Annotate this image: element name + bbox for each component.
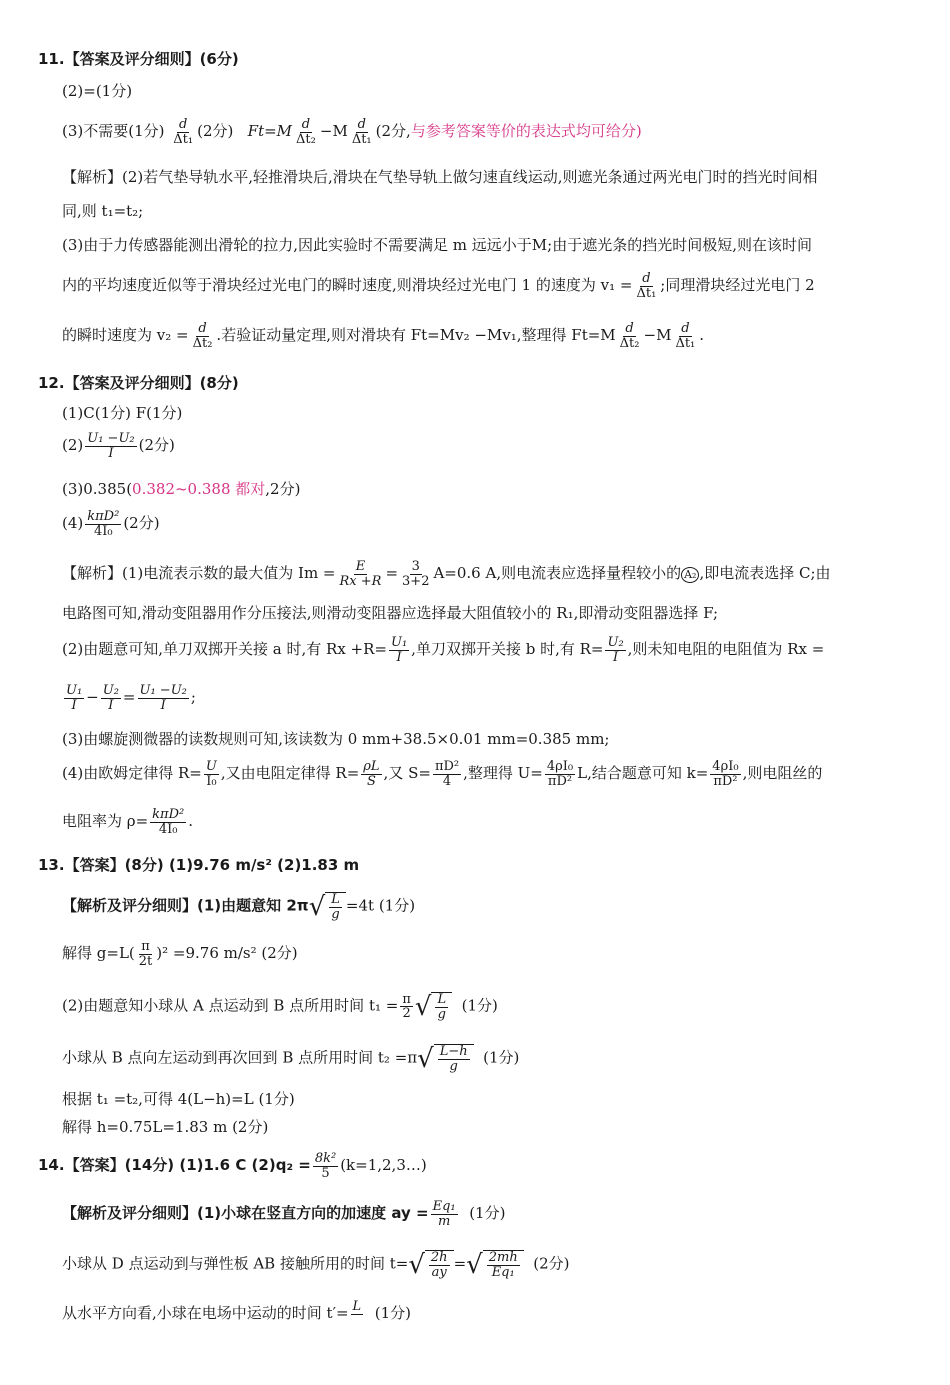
q11-analysis-line: 同,则 t₁=t₂;: [62, 202, 144, 220]
q13-line: (2)由题意知小球从 A 点运动到 B 点所用时间 t₁ = $\frac{\pi}{2}$ √ $\frac{L}{g}$ (1分): [62, 991, 498, 1022]
q12-analysis-line: (3)由螺旋测微器的读数规则可知,该读数为 0 mm+38.5×0.01 mm=0.385 mm;: [62, 730, 610, 748]
q11-analysis-line: 的瞬时速度为 v₂ = $\frac{d}{\text{Δt₂}}$ .若验证动量定理,则对滑块有 Ft=Mv₂ −Mv₁,整理得 Ft=M $\frac{d}{\text{Δt₂}}$ −M $\frac{d}{\text{Δt₁}}$ .: [62, 321, 705, 351]
ammeter-a2-symbol: A₂: [681, 567, 699, 583]
q11-analysis-line: 【解析】(2)若气垫导轨水平,轻推滑块后,滑块在气垫导轨上做匀速直线运动,则遮光条通过两光电门时的挡光时间相: [62, 168, 818, 186]
q11-answer-2: (2)=(1分): [62, 82, 133, 100]
q12-analysis-line: 电路图可知,滑动变阻器用作分压接法,则滑动变阻器应选择最大阻值较小的 R₁,即滑动变阻器选择 F;: [62, 604, 719, 622]
q12-answer-3: (3)0.385(0.382~0.388 都对,2分): [62, 480, 301, 498]
q12-answer-2: (2) $\frac{\text{U₁ −U₂}}{I}$ (2分): [62, 431, 175, 461]
q12-answer-4: (4) kπD² 4I₀ (2分): [62, 509, 160, 539]
q11-heading: 11.【答案及评分细则】(6分): [38, 50, 239, 68]
q13-heading: 13.【答案】(8分) (1)9.76 m/s² (2)1.83 m: [38, 856, 360, 874]
q14-heading: 14.【答案】(14分) (1)1.6 C (2)q₂ = $\frac{\text{8k²}}{5}$ (k=1,2,3…): [38, 1151, 427, 1181]
q13-line: 【解析及评分细则】(1)由题意知 2π √ $\frac{L}{g}$ =4t (1分): [62, 891, 416, 922]
q14-line: 从水平方向看,小球在电场中运动的时间 t′= L (1分): [62, 1299, 411, 1323]
q14-line: 【解析及评分细则】(1)小球在竖直方向的加速度 ay = $\frac{\text{Eq₁}}{m}$ (1分): [62, 1199, 506, 1229]
q11-analysis-line: (3)由于力传感器能测出滑轮的拉力,因此实验时不需要满足 m 远远小于M;由于遮光条的挡光时间极短,则在该时间: [62, 236, 812, 254]
q12-analysis-line: 【解析】(1)电流表示数的最大值为 Im = $\frac{E}{Rx +R}$ = $\frac{3}{3+2}$ A=0.6 A,则电流表应选择量程较小的 A₂ ,即电流表选择 C;由: [62, 559, 831, 589]
q11-answer-3: (3)不需要(1分) $\frac{d}{\text{Δt₁}}$ (2分) Ft=M $\frac{d}{\text{Δt₂}}$ −M $\frac{d}{\text{Δt₁}}$ (2分,与参考答案等价的表达式均可给分): [62, 117, 642, 147]
q12-analysis-line: (4)由欧姆定律得 R= $\frac{U}{\text{I₀}}$ ,又由电阻定律得 R= $\frac{\rho L}{S}$ ,又 S= $\frac{\text{πD²}}{4}$ ,整理得 U= $\frac{\text{4ρI₀}}{\text{πD²}}$ L,结合题意可知 k= $\frac{\text{4ρI₀}}{\text{πD²}}$ ,则电阻丝的: [62, 759, 823, 789]
q12-analysis-line: (2)由题意可知,单刀双掷开关接 a 时,有 Rx +R= $\frac{\text{U₁}}{I}$ ,单刀双掷开关接 b 时,有 R= $\frac{\text{U₂}}{I}$ ,则未知电阻的电阻值为 Rx =: [62, 635, 825, 665]
q12-analysis-line: $\frac{\text{U₁}}{I}$ − $\frac{\text{U₂}}{I}$ = $\frac{\text{U₁ −U₂}}{I}$ ;: [66, 683, 196, 713]
q13-line: 解得 h=0.75L=1.83 m (2分): [62, 1118, 269, 1136]
q13-line: 解得 g=L( $\frac{\pi}{2t}$ )² =9.76 m/s² (2分): [62, 939, 298, 969]
q12-heading: 12.【答案及评分细则】(8分): [38, 374, 239, 392]
q13-line: 根据 t₁ =t₂,可得 4(L−h)=L (1分): [62, 1090, 295, 1108]
q14-line: 小球从 D 点运动到与弹性板 AB 接触所用的时间 t= √ $\frac{2h}{ay}$ = √ $\frac{2mh}{\text{Eq₁}}$ (2分): [62, 1249, 570, 1280]
q12-answer-1: (1)C(1分) F(1分): [62, 404, 183, 422]
q12-analysis-line: 电阻率为 ρ= kπD² 4I₀ .: [62, 807, 193, 837]
q11-analysis-line: 内的平均速度近似等于滑块经过光电门的瞬时速度,则滑块经过光电门 1 的速度为 v₁ = $\frac{d}{\text{Δt₁}}$ ;同理滑块经过光电门 2: [62, 271, 815, 301]
q13-line: 小球从 B 点向左运动到再次回到 B 点所用时间 t₂ =π √ $\frac{L-h}{g}$ (1分): [62, 1043, 520, 1074]
